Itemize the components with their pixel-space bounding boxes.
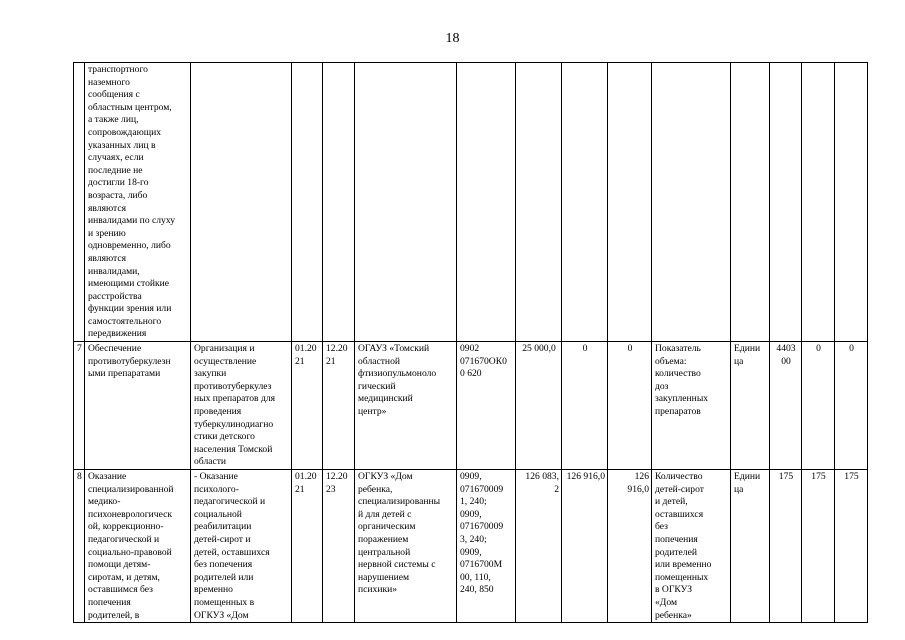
cell-code: 0909, 071670009 1, 240; 0909, 071670009 3, 240; 0909, 0716700М 00, 110, 240, 850 (457, 470, 516, 623)
cell-description: - Оказание психолого- педагогической и социальной реабилитации детей-сирот и детей, оставшихся без попечения родителей или временно помещенных в ОГКУЗ «Дом (191, 470, 292, 623)
cell-end: 12.20 21 (323, 342, 355, 470)
cell-num: 7 (74, 342, 85, 470)
cell-sum1 (516, 63, 562, 342)
cell-val1 (770, 63, 802, 342)
cell-sum2 (562, 63, 608, 342)
cell-sum2: 126 916,0 (562, 470, 608, 623)
cell-val3 (835, 63, 868, 342)
cell-code: 0902 071670ОК0 0 620 (457, 342, 516, 470)
cell-val2 (802, 63, 835, 342)
cell-start: 01.20 21 (292, 470, 323, 623)
page-number: 18 (445, 31, 460, 46)
cell-indicator (652, 63, 731, 342)
cell-num (74, 63, 85, 342)
program-table (73, 62, 868, 623)
cell-sum1: 25 000,0 (516, 342, 562, 470)
cell-name: Обеспечение противотуберкулезн ыми препаратами (85, 342, 191, 470)
cell-executor (355, 63, 457, 342)
cell-start (292, 63, 323, 342)
cell-val3: 0 (835, 342, 868, 470)
cell-val2: 0 (802, 342, 835, 470)
cell-unit (731, 63, 770, 342)
cell-unit: Едини ца (731, 470, 770, 623)
cell-indicator: Показатель объема: количество доз закупленных препаратов (652, 342, 731, 470)
cell-sum3: 0 (608, 342, 652, 470)
cell-name: Оказание специализированной медико- психоневрологическ ой, коррекционно- педагогической и социально-правовой помощи детям- сиротам, и детям, оставшимся без попечения родителей, в (85, 470, 191, 623)
cell-description: Организация и осуществление закупки противотуберкулез ных препаратов для проведения туберкулинодиагно стики детского населения Томской области (191, 342, 292, 470)
cell-executor: ОГКУЗ «Дом ребенка, специализированны й для детей с органическим поражением центральной нервной системы с нарушением психики» (355, 470, 457, 623)
cell-val1: 175 (770, 470, 802, 623)
cell-val3: 175 (835, 470, 868, 623)
cell-sum1: 126 083, 2 (516, 470, 562, 623)
table-row (74, 63, 868, 342)
table-row (74, 470, 868, 623)
cell-description (191, 63, 292, 342)
cell-end (323, 63, 355, 342)
cell-sum2: 0 (562, 342, 608, 470)
cell-name: транспортного наземного сообщения с областным центром, а также лиц, сопровождающих указанных лиц в случаях, если последние не достигли 18-го возраста, либо являются инвалидами по слуху и зрению одновременно, либо являются инвалидами, имеющими стойкие расстройства функции зрения или самостоятельного передвижения (85, 63, 191, 342)
cell-sum3 (608, 63, 652, 342)
cell-val1: 4403 00 (770, 342, 802, 470)
table-row (74, 342, 868, 470)
cell-code (457, 63, 516, 342)
cell-indicator: Количество детей-сирот и детей, оставшихся без попечения родителей или временно помещенных в ОГКУЗ «Дом ребенка» (652, 470, 731, 623)
cell-start: 01.20 21 (292, 342, 323, 470)
cell-num: 8 (74, 470, 85, 623)
cell-unit: Едини ца (731, 342, 770, 470)
cell-executor: ОГАУЗ «Томский областной фтизиопульмоноло гический медицинский центр» (355, 342, 457, 470)
cell-end: 12.20 23 (323, 470, 355, 623)
cell-val2: 175 (802, 470, 835, 623)
cell-sum3: 126 916,0 (608, 470, 652, 623)
